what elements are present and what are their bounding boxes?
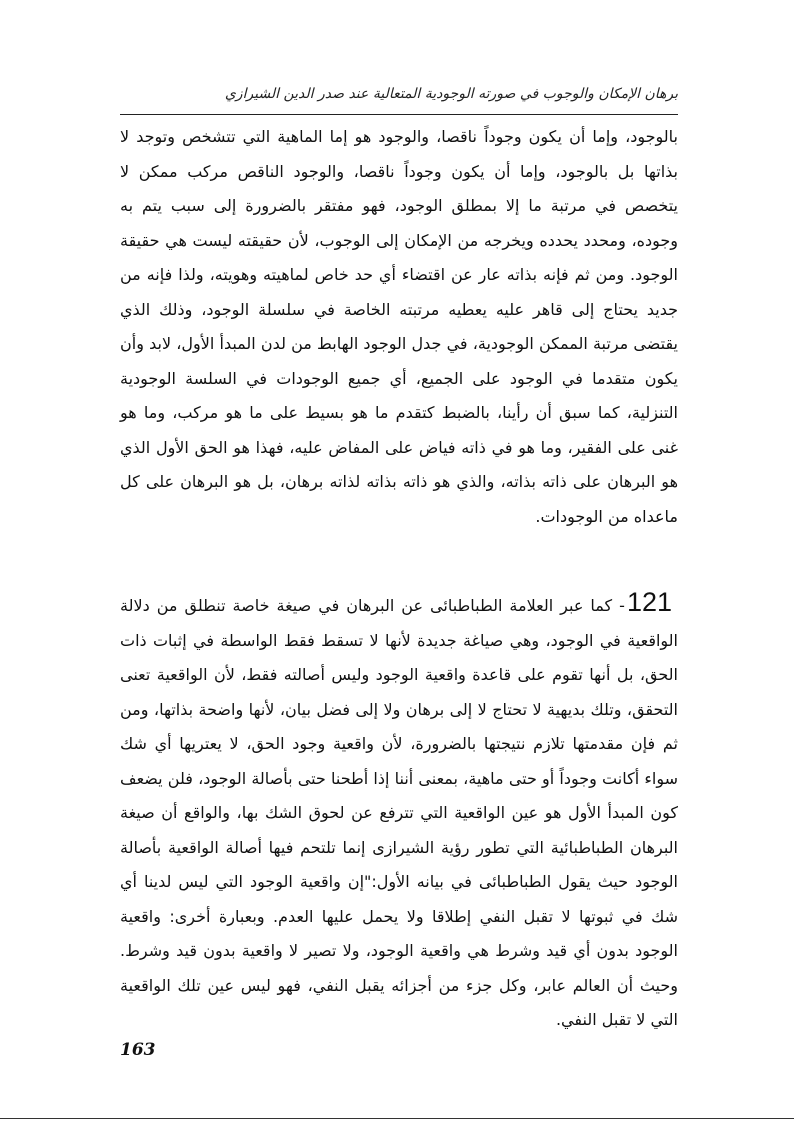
paragraph-121 <box>120 585 678 1038</box>
header-rule <box>120 114 678 115</box>
page-edge-line <box>0 1118 794 1119</box>
paragraph-continued <box>120 120 678 534</box>
page-number: 163 <box>120 1040 156 1060</box>
paragraph-text: بالوجود، وإما أن يكون وجوداً ناقصا، والوجود هو إما الماهية التي تتشخص وتوجد لا بذاتها بل بالوجود، وإما أن يكون وجوداً ناقصا، والوجود الناقص مركب ممكن لا يتخصص في مرتبة ما إلا بمطلق الوجود، فهو مفتقر بالضرورة إلى سبب يتم به وجوده، ومحدد يحدده ويخرجه من الإمكان إلى الوجوب، لأن حقيقته ليست هي حقيقة الوجود. ومن ثم فإنه بذاته عار عن اقتضاء أي حد خاص لماهيته وهويته، ولذا فإنه من جديد يحتاج إلى قاهر عليه يعطيه مرتبته الخاصة في سلسلة الوجود، وذلك الذي يقتضى مرتبة الممكن الوجودية، في جدل الوجود الهابط من لدن المبدأ الأول، لابد وأن يكون متقدما في الوجود على الجميع، أي جميع الوجودات في السلسة الوجودية التنزلية، كما سبق أن رأينا، بالضبط كتقدم ما هو بسيط على ما هو مركب، وما هو غنى على الفقير، وما هو في ذاته فياض على المفاض عليه، فهذا هو الحق الأول الذي هو البرهان على ذاته بذاته، والذي هو ذاته بذاته لذاته برهان، بل هو البرهان على كل ماعداه من الوجودات. <box>120 127 678 526</box>
paragraph-text: - كما عبر العلامة الطباطبائى عن البرهان في صيغة خاصة تنطلق من دلالة الواقعية في الوجود، وهي صياغة جديدة لأنها لا تسقط فقط الواسطة في إثبات ذات الحق، بل أنها تقوم على قاعدة واقعية الوجود وليس أصالته فقط، لأن الواقعية تعنى التحقق، وتلك بديهية لا تحتاج لا إلى برهان ولا إلى فضل بيان، لأنها واضحة بذاتها، ومن ثم فإن مقدمتها تلازم نتيجتها بالضرورة، لأن واقعية وجود الحق، لا يعتريها أي شك سواء أكانت وجوداً أو حتى ماهية، بمعنى أننا إذا أطحنا حتى بأصالة الوجود، فلن يضعف كون المبدأ الأول هو عين الواقعية التي تترفع عن لحوق الشك بها، والواقع أن صيغة البرهان الطباطبائية التي تطور رؤية الشيرازى إنما تلتحم فيها أصالة الواقعية بأصالة الوجود حيث يقول الطباطبائى في بيانه الأول:"إن واقعية الوجود التي ليس لدينا أي شك في ثبوتها لا تقبل النفي إطلاقا ولا يحمل عليها العدم. وبعبارة أخرى: واقعية الوجود بدون أي قيد وشرط هي واقعية الوجود، ولا تصير لا واقعية بدون قيد وشرط. وحيث أن العالم عابر، وكل جزء من أجزائه يقبل النفي، فهو ليس عين تلك الواقعية التي لا تقبل النفي. <box>120 596 678 1029</box>
running-header: برهان الإمكان والوجوب في صورته الوجودية المتعالية عند صدر الدين الشيرازي <box>224 86 678 102</box>
paragraph-number: 121 <box>626 587 672 617</box>
